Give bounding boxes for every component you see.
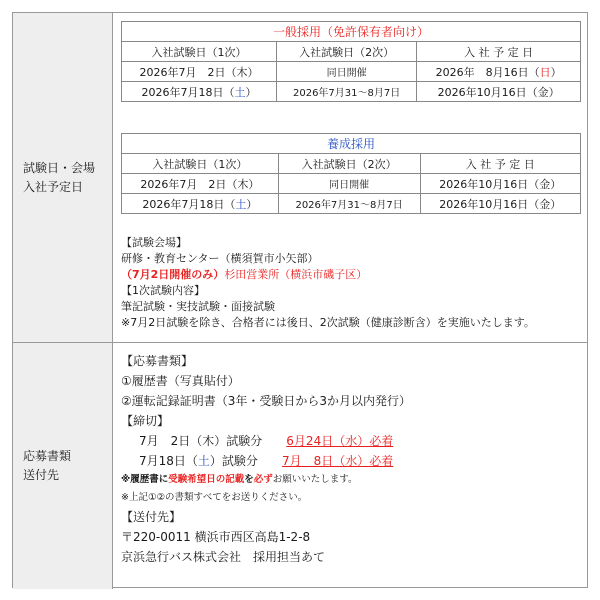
exam-schedule-label [13,13,113,342]
venue-notes [121,235,535,331]
label-line: 応募書類 [23,449,72,463]
section-heading: 【試験会場】 [121,236,187,249]
table-cell: 2026年10月16日（金） [417,82,581,102]
company-line: 京浜急行バス株式会社 採用担当あて [121,550,326,564]
exam-schedule-content [113,13,587,342]
table-row [122,194,581,214]
application-notes [121,351,411,567]
application-row [13,343,587,589]
section-heading: 【1次試験内容】 [121,284,205,297]
column-header: 入 社 予 定 日 [420,154,580,174]
table-cell: 同日開催 [278,174,420,194]
section-heading: 【応募書類】 [121,354,194,368]
table-cell: 2026年7月18日（土） [122,194,279,214]
table-row [122,174,581,194]
label-line: 試験日・会場 [23,160,96,175]
exam-content-line: 筆記試験・実技試験・面接試験 [121,300,275,313]
deadline-line: 7月18日（土）試験分 7月 8日（水）必着 [139,454,394,468]
column-header: 入社試験日（2次） [278,154,420,174]
document-item: ①履歴書（写真貼付） [121,374,240,388]
label-line: 送付先 [23,468,60,482]
table-title: 養成採用 [122,134,581,154]
table-cell: 2026年10月16日（金） [420,194,580,214]
table-cell: 2026年7月31～8月7日 [276,82,416,102]
exam-schedule-row [13,13,587,343]
application-content [113,343,587,589]
table-cell: 2026年7月 2日（木） [122,62,277,82]
venue-line: （7月2日開催のみ）杉田営業所（横浜市磯子区） [121,268,368,281]
address-line: 〒220-0011 横浜市西区高島1-2-8 [121,530,311,544]
general-recruit-table [121,21,581,102]
table-cell: 2026年7月 2日（木） [122,174,279,194]
table-cell: 2026年 8月16日（日） [417,62,581,82]
venue-line: 研修・教育センター（横須賀市小矢部） [121,252,319,265]
table-cell: 同日開催 [276,62,416,82]
column-header: 入 社 予 定 日 [417,42,581,62]
section-heading: 【送付先】 [121,510,182,524]
table-cell: 2026年10月16日（金） [420,174,580,194]
resume-note: ※履歴書に受験希望日の記載を必ずお願いいたします。 [121,474,358,485]
column-header: 入社試験日（1次） [122,154,279,174]
table-cell: 2026年7月31～8月7日 [278,194,420,214]
column-header: 入社試験日（1次） [122,42,277,62]
recruitment-info-table [12,12,588,588]
label-line: 入社予定日 [23,179,84,194]
documents-note: ※上記①②の書類すべてをお送りください。 [121,492,308,503]
table-cell: 2026年7月18日（土） [122,82,277,102]
training-recruit-table [121,133,581,214]
application-label [13,343,113,589]
column-header: 入社試験日（2次） [276,42,416,62]
deadline-line: 7月 2日（木）試験分 6月24日（水）必着 [139,434,394,448]
document-item: ②運転記録証明書（3年・受験日から3か月以内発行） [121,394,412,408]
exam-note: ※7月2日試験を除き、合格者には後日、2次試験（健康診断含）を実施いたします。 [121,316,535,329]
table-title: 一般採用（免許保有者向け） [122,22,581,42]
table-row [122,82,581,102]
table-row [122,62,581,82]
section-heading: 【締切】 [121,414,170,428]
